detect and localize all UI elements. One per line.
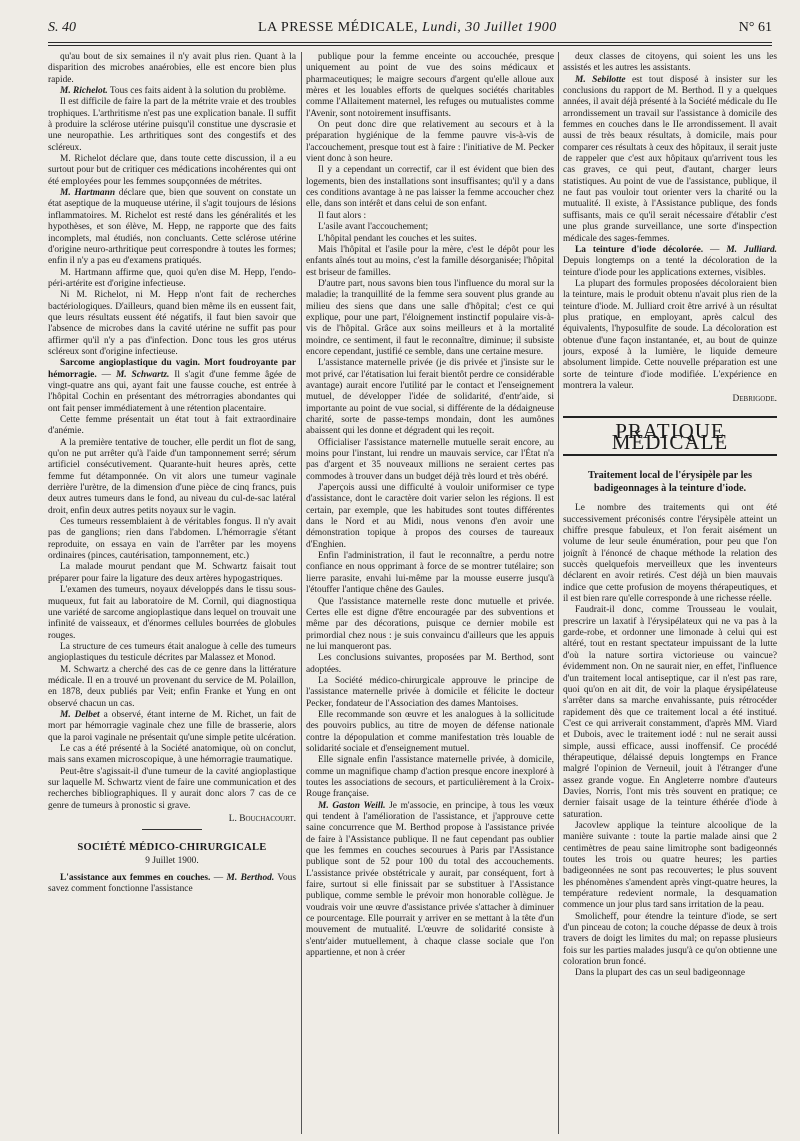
paragraph: Il faut alors :: [318, 210, 367, 221]
paragraph: Elle signale enfin l'assistance maternelle privée, à domicile, comme un magnifique champ d'action presque encore inexploré à toutes les associations de secours, et particulièrement à la Croix-Rouge française.: [306, 755, 554, 800]
speaker-name: M. Julliard.: [726, 244, 777, 255]
paragraph: [48, 86, 296, 97]
page-number: S. 40: [48, 20, 76, 35]
paragraph: Cette femme présentait un état tout à fait extraordinaire d'anémie.: [48, 415, 296, 437]
paragraph: [306, 801, 554, 960]
paragraph: L'examen des tumeurs, noyaux développés dans le tissu sous-muqueux, fut fait au laboratoire de M. Cornil, qui diagnostiqua une variété de sarcome angioplastique dans lequel on trouvait une infinité de vaisseaux, et d'énormes cellules bourrées de globules rouges.: [48, 585, 296, 641]
topic-title: Sarcome angioplastique du vagin. Mort foudroyante par hémorragie.: [48, 358, 296, 380]
paragraph: Peut-être s'agissait-il d'une tumeur de la cavité angioplastique sur laquelle M. Schwartz vient de faire une communication et des recherches bibliographiques. Il y aurait donc alors 7 cas de ce genre de tumeurs à pronostic si grave.: [48, 766, 296, 811]
paragraph-text: Vous savez comment fonctionne l'assistance: [48, 873, 296, 895]
paragraph: Les conclusions suivantes, proposées par M. Berthod, sont adoptées.: [306, 653, 554, 675]
paragraph-text: a observé, étant interne de M. Richet, un fait de mort par hémorragie vaginale chez une fille de brasserie, alors que la paroi vaginale ne présentait qu'une simple petite ulcération.: [48, 709, 296, 743]
section-date: 9 Juillet 1900.: [145, 855, 199, 866]
speaker-name: M. Gaston Weill.: [318, 800, 386, 811]
paragraph: qu'au bout de six semaines il n'y avait plus rien. Quant à la disparition des microbes anaérobies, elle est encore bien plus rapide.: [48, 52, 296, 85]
column-right: [563, 52, 777, 1132]
paragraph: Jacovlew applique la teinture alcoolique de la manière suivante : toute la partie malade ainsi que 2 centimètres de peau saine limitrophe sont badigeonnés toutes les trois ou quatre heures; les parties badigeonnées ne sont pas recouvertes; le plus souvent les phénomènes s'amendent après vingt-quatre heures, la température redevient normale, la desquamation commence un jour plus tard sans irritation de la peau.: [563, 820, 777, 911]
author-signature: Debrigode.: [732, 394, 777, 405]
paragraph: Le cas a été présenté à la Société anatomique, où on conclut, mais sans examen microscopique, à une hémorragie traumatique.: [48, 743, 296, 766]
paragraph: Officialiser l'assistance maternelle mutuelle serait encore, au moins pour l'instant, lui rendre un mauvais service, car l'État n'a pas d'argent et 35 nouveaux millions ne seraient certes pas commodes à trouver dans un budget déjà très lourd et très obéré.: [306, 437, 554, 482]
issue-number: N° 61: [738, 20, 772, 35]
paragraph: publique pour la femme enceinte ou accouchée, presque uniquement au point de vue des soins médicaux et pharmaceutiques; le maigre secours d'argent qu'elle alloue aux mères et les louables efforts de quelques sociétés charitables comme l'Allaitement maternel, les refuges ou mutualistes comme l'Avenir, sont notoirement insuffisants.: [306, 52, 554, 119]
header-rule: [48, 42, 772, 43]
paragraph: Il y a cependant un correctif, car il est évident que bien des logements, bien des installations sont insuffisantes; qu'il y a dans ces conditions avantage à ne pas laisser la femme accoucher chez elle, dans son intérêt et dans celui de son enfant.: [306, 165, 554, 210]
journal-name: LA PRESSE MÉDICALE,: [258, 20, 419, 35]
running-header: [48, 20, 772, 40]
paragraph: La malade mourut pendant que M. Schwartz faisait tout préparer pour faire la ligature des deux artères hypogastriques.: [48, 562, 296, 584]
paragraph: L'asile avant l'accouchement;: [318, 222, 429, 233]
paragraph-text: Tous ces faits aident à la solution du problème.: [107, 86, 286, 97]
paragraph-text: est tout disposé à insister sur les conclusions du rapport de M. Berthod. Il y a quelques années, il avait déjà présenté à la Société médicale du IIe arrondissement un travail sur l'assistance à domicile des femmes en couches dans le IIe arrondissement. Il avait aussi de très beaux résultats, à domicile, mais pour comparer ces résultats à ceux des hôpitaux, il serait juste de rappeler que c'est aux hôpitaux qu'arrivent tous les cas graves, ce qui peut, d'autant, charger leurs statistiques. Au point de vue de l'assistance, publique, il ne faut pas vouloir tout orienter vers la charité ou la mutualité. Il existe, à l'Assistance publique, des fonds suffisants, mais ce qu'il serait nécessaire d'établir c'est une plus grande surveillance, une sorte d'inspection médicale des sages-femmes.: [563, 74, 777, 244]
column-middle: [306, 52, 554, 1132]
journal-title: [258, 20, 557, 36]
paragraph: M. Hartmann affirme que, quoi qu'en dise M. Hepp, l'endo-péri-artérite est d'origine infectieuse.: [48, 267, 296, 289]
paragraph: J'aperçois aussi une difficulté à vouloir uniformiser ce type d'assistance, dont le caractère doit varier selon les régions. Il est certain, par exemple, que les habitudes sont toutes différentes dans le Nord et au Midi, nous venons d'en avoir une démonstration topique à propos des courses de taureaux d'Enghien.: [306, 483, 554, 550]
paragraph: La plupart des formules proposées décoloraient bien la teinture, mais le produit obtenu n'avait plus rien de la teinture d'iode. M. Julliard croit être arrivé à un résultat plus pratique, en employant, après calcul des équivalents, l'hyposulfite de soude. La décoloration est obtenue d'une façon instantanée, et, au bout de quinze jours, exposé à la lumière, le liquide demeure absolument limpide. Cette nouvelle préparation est une sorte de teinture d'iode modifiée. L'expérience en montrera la valeur.: [563, 278, 777, 391]
paragraph: On peut donc dire que relativement au secours et à la préparation hygiénique de la femme pauvre vis-à-vis de l'accouchement, presque tout est à faire : l'initiative de M. Pecker vient donc à son heure.: [306, 120, 554, 165]
paragraph: La Société médico-chirurgicale approuve le principe de l'assistance maternelle privée à domicile et félicite le docteur Pecker, fondateur de l'Association des dames Mantoises.: [306, 675, 554, 709]
paragraph-text: Depuis longtemps on a tenté la décoloration de la teinture d'iode pour les applications externes, visibles.: [563, 256, 777, 278]
topic-title: L'assistance aux femmes en couches.: [60, 873, 211, 884]
speaker-name: M. Berthod.: [226, 873, 275, 884]
paragraph: M. Schwartz a cherché des cas de ce genre dans la littérature médicale. Il en a trouvé un provenant du service de M. Polaillon, en 1878, deux publiés par Veit; enfin Franke et Yung en ont observé chacun un cas.: [48, 664, 296, 709]
section-banner: PRATIQUE MÉDICALE: [563, 416, 777, 457]
paragraph: Il est difficile de faire la part de la métrite vraie et des troubles trophiques. L'arthritisme n'est pas une explication banale. Il suffit à produire la sclérose utérine puisqu'il constitue une dyscrasie et une neuropathie. Les arthritiques sont des congestifs et des scléreux.: [48, 97, 296, 153]
paragraph: A la première tentative de toucher, elle perdit un flot de sang, qu'on ne put arrêter qu'à l'aide d'un tamponnement serré; sérum artificiel consécutivement. Quarante-huit heures après, cette femme fut détamponnée. On vit alors une tumeur vaginale derrière l'urètre, de la dimension d'une pièce de cinq francs, puis deux autres tumeurs dans le fond, au niveau du cul-de-sac latéral droit, enfin deux autres petits noyaux sur le vagin.: [48, 437, 296, 516]
paragraph: deux classes de citoyens, qui soient les uns les assistés et les autres les assistants.: [563, 52, 777, 74]
header-rule-double: [48, 45, 772, 46]
paragraph: Sarcome angioplastique du vagin. Mort foudroyante par hémorragie. — M. Schwartz. Il s'agit d'une femme âgée de vingt-quatre ans qui, ayant fait une fausse couche, est entrée à l'hôpital Cochin en présentant des métrorragies abondantes qui ont fait penser immédiatement à une rétention placentaire.: [48, 358, 296, 414]
paragraph: L'assistance maternelle privée (je dis privée et j'insiste sur le mot privé, car l'étatisation lui ferait bientôt perdre ce considérable avantage) aurait encore l'utilité par le contact et l'enseignement mutuel, de développer l'idée de solidarité, d'entr'aide, si importante au point de vue social, si différente de la dédaigneuse charité, sorte de passe-temps mondain, dont les aumônes abaissent qui les donne et dégradent qui les reçoit.: [306, 358, 554, 437]
paragraph: La structure de ces tumeurs était analogue à celle des tumeurs angioplastiques du testicule décrites par Malassez et Monod.: [48, 641, 296, 664]
paragraph: Elle recommande son œuvre et les analogues à la sollicitude des pouvoirs publics, au titre de moyen de défense nationale contre la dépopulation et comme manifestation très louable de solidarité sociale et d'enseignement mutuel.: [306, 709, 554, 754]
paragraph: D'autre part, nous savons bien tous l'influence du moral sur la maladie; la tranquillité de la femme sera souvent plus grande au milieu des siens que dans une salle d'hôpital; c'est ce qui explique, pour une part, l'éloignement instinctif populaire vis-à-vis de l'hôpital. Grâce aux soins meilleurs et à la mortalité moindre, ce sentiment, il faut le reconnaître, diminue; il subsiste encore cependant, justifié ce semble, dans une certaine mesure.: [306, 278, 554, 357]
paragraph: Mais l'hôpital et l'asile pour la mère, c'est le dépôt pour les enfants aînés tout au moins, c'est la famille désorganisée; l'hôpital est briseur de familles.: [306, 244, 554, 278]
paragraph: Que l'assistance maternelle reste donc mutuelle et privée. Certes elle est digne d'être encouragée par des subventions et même par des décorations, puisque ce dernier mobile est primordial chez nous : je suis convaincu d'ailleurs que les appuis ne lui manqueront pas.: [306, 596, 554, 652]
paragraph-text: déclare que, bien que souvent on constate un état aseptique de la muqueuse utérine, il s'agit toujours de lésions inflammatoires. M. Richelot est resté dans les généralités et les hypothèses, et son élève, M. Hepp, ne rapporte que des faits incomplets, mal étudiés, non concluants. Cette sclérose utérine d'origine neuro-arthritique peut correspondre à toutes les formes; enfin il n'y a pas eu d'examens pratiqués.: [48, 188, 296, 267]
paragraph: Le nombre des traitements qui ont été successivement préconisés contre l'érysipèle atteint un chiffre presque fabuleux, et l'on ferait aisément un volume de leur seule énumération, pour peu que l'on joignît à l'énoncé de chaque méthode la relation des succès quelquefois merveilleux que les inventeurs déclarent en avoir retirés. C'est déjà un bien mauvais indice que cette profusion de moyens thérapeutiques, et il est bien rare qu'elle corresponde à une richesse réelle.: [563, 503, 777, 605]
column-divider: [301, 52, 302, 1134]
paragraph: [48, 710, 296, 744]
paragraph-text: Je m'associe, en principe, à tous les vœux qui tendent à l'amélioration de l'assistance, et j'approuve cette saine concurrence que M. Berthod propose à l'assistance privée de faire à l'Assistance publique. Il ne faut cependant pas oublier que les femmes en couches secourues à Paris par l'Assistance publique sont de 52 pour 100 du total des accouchements. L'assistance privée obstétricale y aurait, par conséquent, fort à faire, surtout si elle finissait par se substituer à l'Assistance publique, comme semble le prévoir mon honorable collègue. Je voudrais voir une œuvre d'assistance privée s'attacher à diminuer ce pourcentage. Elle pourrait y arriver en se mettant à la tête d'un mouvement de mutualité. L'œuvre de solidarité consiste à s'entr'aider mutuellement, à chaque classe sociale que l'on appartienne, et non à créer: [306, 800, 554, 959]
paragraph: [48, 188, 296, 267]
issue-date: Lundi, 30 Juillet 1900: [422, 20, 557, 35]
section-rule: [142, 829, 202, 830]
topic-title: La teinture d'iode décolorée.: [575, 244, 704, 255]
speaker-name: M. Hartmann: [60, 188, 116, 199]
article-title: Traitement local de l'érysipèle par les badigeonnages à la teinture d'iode.: [587, 470, 753, 494]
paragraph: M. Richelot déclare que, dans toute cette discussion, il a eu surtout pour but de critiquer ces médications incohérentes qui ont été employées pour les femmes soupçonnées de métrites.: [48, 154, 296, 187]
speaker-name: M. Sebilotte: [575, 74, 626, 85]
paragraph-text: Il s'agit d'une femme âgée de vingt-quatre ans qui, ayant fait une fausse couche, est entrée à l'hôpital Cochin en présentant des métrorragies abondantes qui ont fait penser immédiatement à une rétention placentaire.: [48, 369, 296, 414]
paragraph: Smolicheff, pour étendre la teinture d'iode, se sert d'un pinceau de coton; la couche dépasse de deux à trois travers de doigt les limites du mal; on repasse plusieurs fois sur les parties malades jusqu'à ce qu'on obtienne une coloration brun foncé.: [563, 911, 777, 968]
paragraph: Ni M. Richelot, ni M. Hepp n'ont fait de recherches bactériologiques. D'ailleurs, quand bien même ils en eussent fait, que leurs résultats eussent été négatifs, il faut bien savoir que l'absence de microbes dans la cavité utérine ne suffit pas pour affirmer qu'il n'y a pas d'infection. Donc tous les gros utérus scléreux sont d'origine infectieuse.: [48, 290, 296, 357]
paragraph: Dans la plupart des cas un seul badigeonnage: [575, 968, 745, 979]
paragraph: L'hôpital pendant les couches et les suites.: [318, 233, 477, 244]
paragraph: La teinture d'iode décolorée. — M. Julliard. Depuis longtemps on a tenté la décoloration de la teinture d'iode pour les applications externes, visibles.: [563, 244, 777, 278]
speaker-name: M. Richelot.: [60, 86, 108, 97]
author-signature: L. Bouchacourt.: [228, 814, 296, 825]
column-divider: [558, 52, 559, 1134]
section-heading: SOCIÉTÉ MÉDICO-CHIRURGICALE: [77, 842, 267, 854]
paragraph: Ces tumeurs ressemblaient à de véritables fongus. Il n'y avait pas de ganglions; rien dans l'abdomen. L'hémorragie s'étant reproduite, on essaya en vain de l'arrêter par les moyens ordinaires (pinces, cautérisation, tamponnement, etc.): [48, 517, 296, 562]
paragraph: [563, 75, 777, 245]
paragraph: Enfin l'administration, il faut le reconnaître, a perdu notre confiance en nous opprimant à force de se montrer tutélaire; son lierre parasite, envahi lui-même par la mousse euserre jusqu'à l'étouffer l'antique chêne des Gaules.: [306, 551, 554, 596]
paragraph: Faudrait-il donc, comme Trousseau le voulait, prescrire un laxatif à l'érysipélateux qui ne va pas à la garde-robe, et ordonner une limonade à celui qui est altéré, tout en restant spectateur impuissant de la lutte d'où la nature sortira victorieuse ou vaincue? évidemment non. On ne saurait nier, en effet, l'influence d'un traitement local antiseptique, car il n'est pas rare, quoi qu'on en ait dit, de voir la plaque érysipélateuse s'arrêter dans sa marche envahissante, puis rétrocéder rapidement dès que ce traitement local a été institué. C'est ce qui arriverait constamment, d'après MM. Viard et Dubois, avec le traitement iodé : nul ne serait aussi simple, aussi efficace, aussi inoffensif. Ce procédé thérapeutique, délaissé depuis longtemps en France malgré l'opinion de Verneuil, jouit à l'étranger d'une assez grande vogue. En Angleterre nombre d'auteurs Davies, Norris, l'ont mis très souvent en pratique; ce dernier faisait usage de la teinture éthérée d'iode à saturation.: [563, 605, 777, 820]
column-left: [48, 52, 296, 1132]
speaker-name: M. Delbet: [60, 709, 100, 720]
paragraph: L'assistance aux femmes en couches. — M. Berthod. Vous savez comment fonctionne l'assistance: [48, 873, 296, 895]
speaker-name: M. Schwartz.: [115, 369, 170, 380]
